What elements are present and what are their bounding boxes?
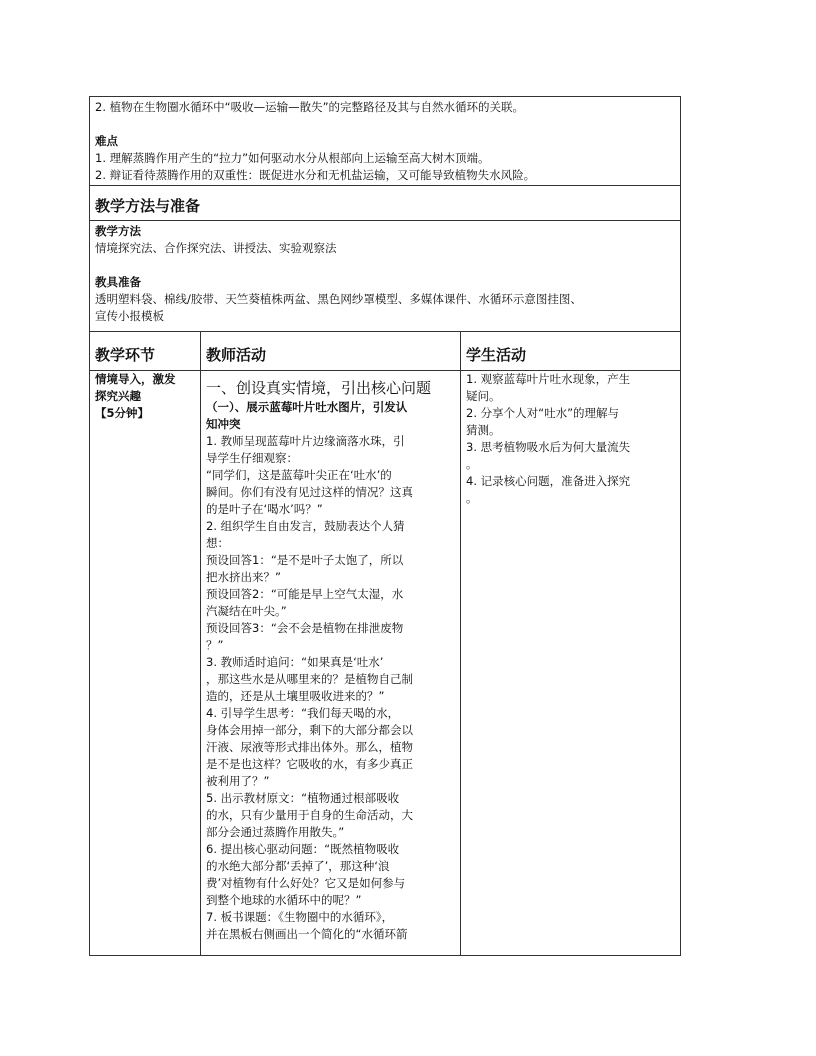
difficulty-1: 1. 理解蒸腾作用产生的“拉力”如何驱动水分从根部向上运输至高大树木顶端。 bbox=[95, 151, 490, 165]
student-line: 3. 思考植物吸水后为何大量流失 bbox=[466, 440, 631, 454]
teacher-line: 身体会用掉一部分，剩下的大部分都会以 bbox=[206, 723, 413, 737]
stage-line-1: 情境导入，激发 bbox=[95, 372, 176, 386]
header-teacher-cell bbox=[201, 332, 461, 371]
teacher-line: 7. 板书课题：《生物圈中的水循环》， bbox=[206, 910, 394, 924]
teacher-line: 部分会通过蒸腾作用散失。” bbox=[206, 825, 345, 839]
header-stage-cell bbox=[90, 332, 201, 371]
teacher-line: 的水，只有少量用于自身的生命活动，大 bbox=[206, 808, 413, 822]
key-difficult-points-cell bbox=[90, 97, 681, 186]
teacher-line: 6. 提出核心驱动问题：“既然植物吸收 bbox=[206, 842, 400, 856]
teacher-line: 5. 出示教材原文：“植物通过根部吸收 bbox=[206, 791, 400, 805]
student-line: 4. 记录核心问题，准备进入探究 bbox=[466, 474, 631, 488]
teacher-line: 1. 教师呈现蓝莓叶片边缘滴落水珠，引 bbox=[206, 434, 405, 448]
key-point-2: 2. 植物在生物圈水循环中“吸收—运输—散失”的完整路径及其与自然水循环的关联。 bbox=[95, 100, 525, 114]
teacher-heading: 一、创设真实情境，引出核心问题 bbox=[206, 379, 432, 397]
teacher-line: 并在黑板右侧画出一个简化的“水循环箭 bbox=[206, 927, 408, 941]
key-difficult-points-row bbox=[90, 97, 681, 186]
methods-title: 教学方法 bbox=[95, 224, 141, 238]
student-line: 疑问。 bbox=[466, 389, 501, 403]
student-line: 。 bbox=[466, 491, 478, 505]
materials-title: 教具准备 bbox=[95, 275, 141, 289]
stage-duration: 【5分钟】 bbox=[95, 406, 150, 420]
activity-row bbox=[90, 371, 681, 956]
difficulty-title: 难点 bbox=[95, 134, 118, 148]
teacher-line: 的水绝大部分都‘丢掉了’，那这种‘浪 bbox=[206, 859, 390, 873]
header-teacher: 教师活动 bbox=[206, 346, 267, 364]
teacher-line: 被利用了？” bbox=[206, 774, 270, 788]
difficulty-2: 2. 辩证看待蒸腾作用的双重性：既促进水分和无机盐运输，又可能导致植物失水风险。 bbox=[95, 168, 536, 182]
student-line: 1. 观察蓝莓叶片吐水现象，产生 bbox=[466, 372, 631, 386]
methods-content-cell bbox=[90, 221, 681, 332]
teacher-line: 2. 组织学生自由发言，鼓励表达个人猜 bbox=[206, 519, 405, 533]
header-stage: 教学环节 bbox=[95, 346, 156, 364]
teacher-line: 造的，还是从土壤里吸收进来的？” bbox=[206, 689, 385, 703]
teacher-line: 到整个地球的水循环中的呢？” bbox=[206, 893, 362, 907]
stage-line-2: 探究兴趣 bbox=[95, 389, 141, 403]
teacher-line: ，那这些水是从哪里来的？是植物自己制 bbox=[206, 672, 413, 686]
materials-line-1: 透明塑料袋、棉线/胶带、天竺葵植株两盆、黑色网纱罩模型、多媒体课件、水循环示意图挂图、 bbox=[95, 292, 582, 306]
teacher-line: “同学们，这是蓝莓叶尖正在‘吐水’的 bbox=[206, 468, 392, 482]
methods-title-row bbox=[90, 186, 681, 221]
header-student: 学生活动 bbox=[466, 346, 527, 364]
teacher-subheading-1: （一）、展示蓝莓叶片吐水图片，引发认 bbox=[206, 400, 408, 414]
teacher-line: 汽凝结在叶尖。” bbox=[206, 604, 287, 618]
stage-cell bbox=[90, 371, 201, 956]
methods-section-title: 教学方法与准备 bbox=[95, 197, 201, 215]
teacher-line: 4. 引导学生思考：“我们每天喝的水， bbox=[206, 706, 400, 720]
teacher-line: ？” bbox=[206, 638, 224, 652]
teacher-line: 把水挤出来？” bbox=[206, 570, 281, 584]
teacher-line: 预设回答2：“可能是早上空气太湿，水 bbox=[206, 587, 404, 601]
methods-text: 情境探究法、合作探究法、讲授法、实验观察法 bbox=[95, 241, 337, 255]
teacher-subheading-2: 知冲突 bbox=[206, 417, 241, 431]
teacher-line: 汗液、尿液等形式排出体外。那么，植物 bbox=[206, 740, 413, 754]
teacher-activity-cell bbox=[201, 371, 461, 956]
methods-content-row bbox=[90, 221, 681, 332]
materials-line-2: 宣传小报模板 bbox=[95, 309, 164, 323]
teacher-line: 想： bbox=[206, 536, 229, 550]
teacher-line: 3. 教师适时追问：“如果真是‘吐水’ bbox=[206, 655, 384, 669]
teacher-line: 费’对植物有什么好处？它又是如何参与 bbox=[206, 876, 406, 890]
student-line: 2. 分享个人对“吐水”的理解与 bbox=[466, 406, 620, 420]
header-student-cell bbox=[461, 332, 681, 371]
student-activity-cell bbox=[461, 371, 681, 956]
teacher-line: 预设回答1：“是不是叶子太饱了，所以 bbox=[206, 553, 404, 567]
teacher-line: 的是叶子在‘喝水’吗？” bbox=[206, 502, 323, 516]
student-line: 猜测。 bbox=[466, 423, 501, 437]
teacher-line: 瞬间。你们有没有见过这样的情况？这真 bbox=[206, 485, 413, 499]
activity-header-row bbox=[90, 332, 681, 371]
student-line: 。 bbox=[466, 457, 478, 471]
teacher-line: 是不是也这样？它吸收的水，有多少真正 bbox=[206, 757, 413, 771]
methods-title-cell bbox=[90, 186, 681, 221]
teacher-line: 预设回答3：“会不会是植物在排泄废物 bbox=[206, 621, 404, 635]
teacher-line: 导学生仔细观察： bbox=[206, 451, 298, 465]
lesson-plan-table bbox=[89, 96, 681, 956]
